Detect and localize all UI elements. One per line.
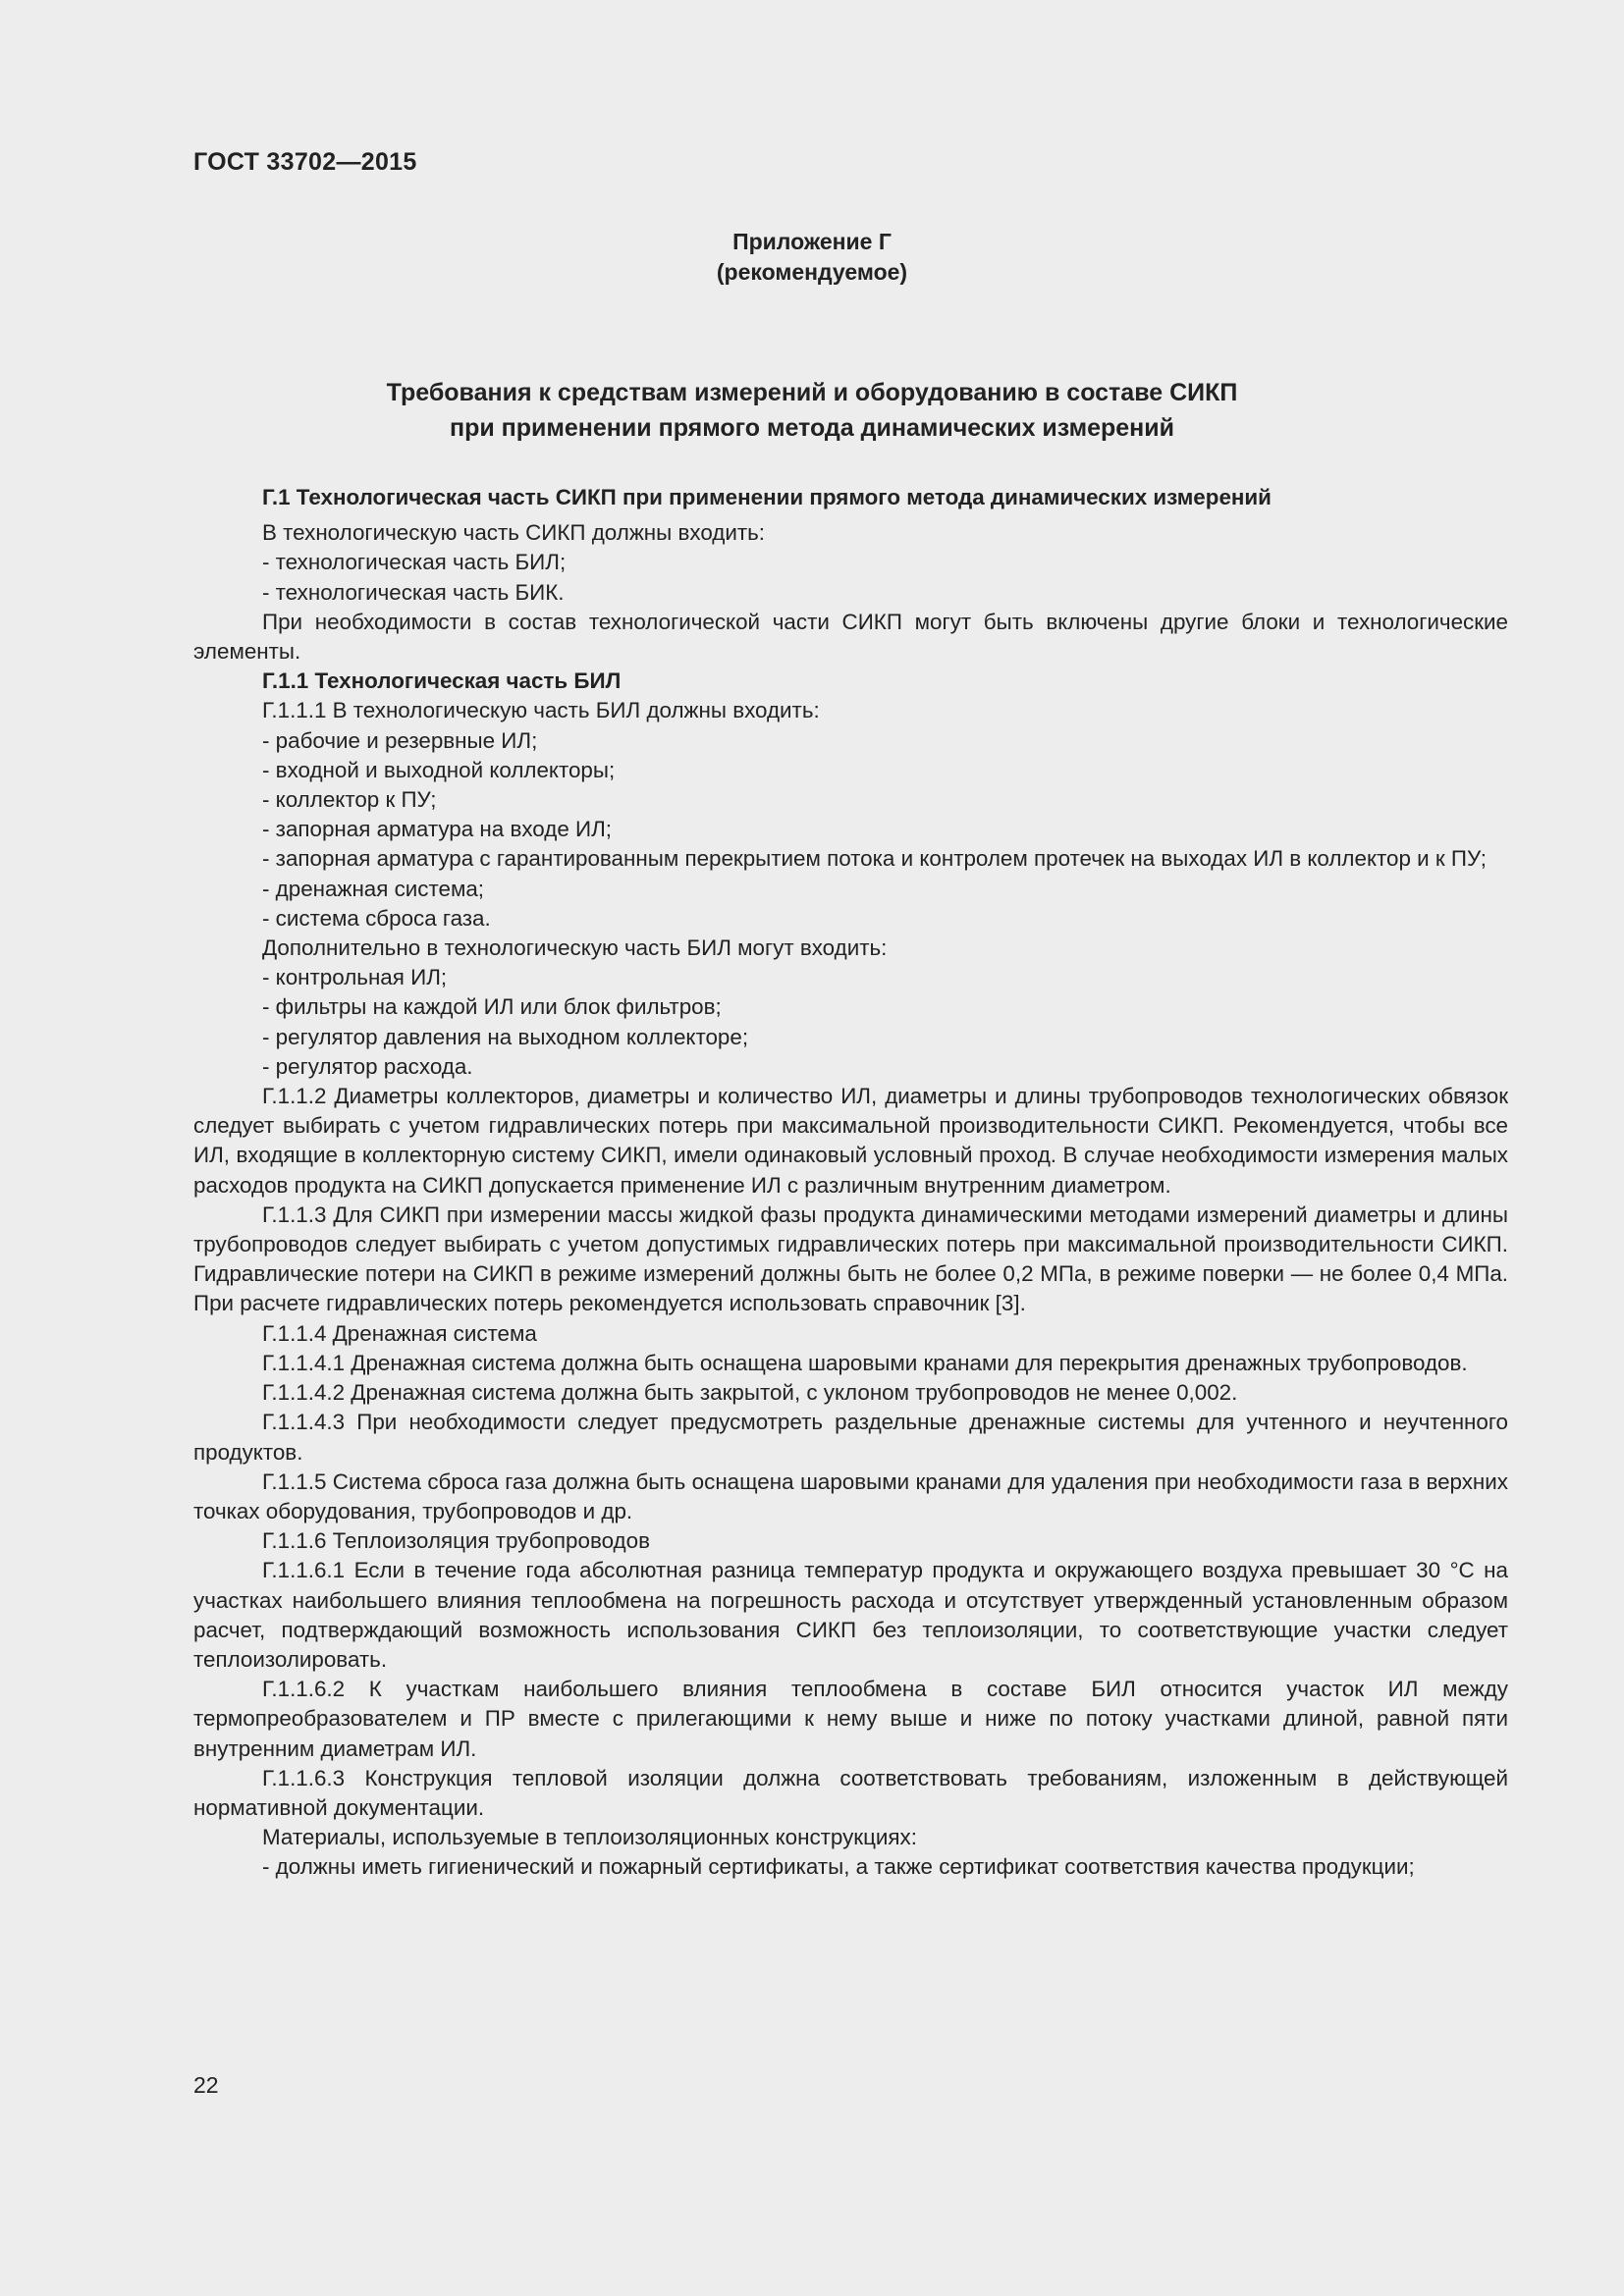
list-item: - запорная арматура с гарантированным перекрытием потока и контролем протечек на выходах ИЛ в коллектор и к ПУ; [262,846,1487,872]
list-item: - коллектор к ПУ; [262,787,437,813]
paragraph: Г.1.1.1 В технологическую часть БИЛ должны входить: [262,698,820,723]
list-item: - технологическая часть БИК. [262,579,565,605]
paragraph: Г.1.1.4.1 Дренажная система должна быть оснащена шаровыми кранами для перекрытия дренажных трубопроводов. [262,1350,1468,1375]
list-item: - входной и выходной коллекторы; [262,757,616,782]
paragraph: Г.1.1.6 Теплоизоляция трубопроводов [262,1528,650,1554]
paragraph: Г.1.1.5 Система сброса газа должна быть оснащена шаровыми кранами для удаления при необходимости газа в верхних точках оборудования, трубопроводов и др. [193,1468,1508,1523]
paragraph: Г.1.1.6.3 Конструкция тепловой изоляции должна соответствовать требованиям, изложенным в действующей нормативной документации. [193,1765,1508,1820]
list-item: - технологическая часть БИЛ; [262,550,567,575]
appendix-status: (рекомендуемое) [716,259,908,285]
list-item: - регулятор давления на выходном коллекторе; [262,1024,749,1049]
appendix-label: Приложение Г [732,229,892,254]
page-number: 22 [193,2072,219,2098]
list-item: - регулятор расхода. [262,1053,473,1079]
list-item: - дренажная система; [262,876,485,901]
list-item: - должны иметь гигиенический и пожарный сертификаты, а также сертификат соответствия качества продукции; [262,1854,1415,1880]
paragraph: Материалы, используемые в теплоизоляционных конструкциях: [262,1825,917,1850]
list-item: - система сброса газа. [262,905,491,931]
list-item: - контрольная ИЛ; [262,965,448,990]
list-item: - запорная арматура на входе ИЛ; [262,817,613,842]
document-title-line-2: при применении прямого метода динамических измерений [449,414,1175,442]
body-text [193,483,1508,1883]
paragraph: Г.1.1.6.1 Если в течение года абсолютная разница температур продукта и окружающего воздуха превышает 30 °С на участках наибольшего влияния теплообмена на погрешность расхода и отсутствует утвержденный установленным образом расчет, подтверждающий возможность использования СИКП без теплоизоляции, то соответствующие участки следует теплоизолировать. [193,1558,1508,1672]
subsection-heading: Г.1.1 Технологическая часть БИЛ [262,668,622,694]
list-item: - фильтры на каждой ИЛ или блок фильтров; [262,994,722,1020]
standard-code: ГОСТ 33702—2015 [193,148,417,176]
paragraph: Г.1.1.3 Для СИКП при измерении массы жидкой фазы продукта динамическими методами измерений диаметры и длины трубопроводов следует выбирать с учетом допустимых гидравлических потерь при максимальной производительности СИКП. Гидравлические потери на СИКП в режиме измерений должны быть не более 0,2 МПа, в режиме поверки — не более 0,4 МПа. При расчете гидравлических потерь рекомендуется использовать справочник [3]. [193,1201,1508,1316]
paragraph: Г.1.1.6.2 К участкам наибольшего влияния теплообмена в составе БИЛ относится участок ИЛ между термопреобразователем и ПР вместе с прилегающими к нему выше и ниже по потоку участками длиной, равной пяти внутренним диаметрам ИЛ. [193,1677,1508,1761]
paragraph: Дополнительно в технологическую часть БИЛ могут входить: [262,935,888,961]
document-title-line-1: Требования к средствам измерений и оборудованию в составе СИКП [386,379,1238,406]
paragraph: Г.1.1.4.2 Дренажная система должна быть закрытой, с уклоном трубопроводов не менее 0,002. [262,1380,1238,1406]
paragraph: При необходимости в состав технологической части СИКП могут быть включены другие блоки и технологические элементы. [193,609,1508,665]
paragraph: Г.1.1.4 Дренажная система [262,1320,537,1346]
document-title [0,375,1624,446]
paragraph: Г.1.1.4.3 При необходимости следует предусмотреть раздельные дренажные системы для учтенного и неучтенного продуктов. [193,1410,1508,1465]
section-heading: Г.1 Технологическая часть СИКП при применении прямого метода динамических измерений [262,485,1272,509]
list-item: - рабочие и резервные ИЛ; [262,727,538,753]
paragraph: Г.1.1.2 Диаметры коллекторов, диаметры и количество ИЛ, диаметры и длины трубопроводов технологических обвязок следует выбирать с учетом гидравлических потерь при максимальной производительности СИКП. Рекомендуется, чтобы все ИЛ, входящие в коллекторную систему СИКП, имели одинаковый условный проход. В случае необходимости измерения малых расходов продукта на СИКП допускается применение ИЛ с различным внутренним диаметром. [193,1084,1508,1198]
appendix-heading [0,227,1624,288]
paragraph: В технологическую часть СИКП должны входить: [262,520,765,546]
